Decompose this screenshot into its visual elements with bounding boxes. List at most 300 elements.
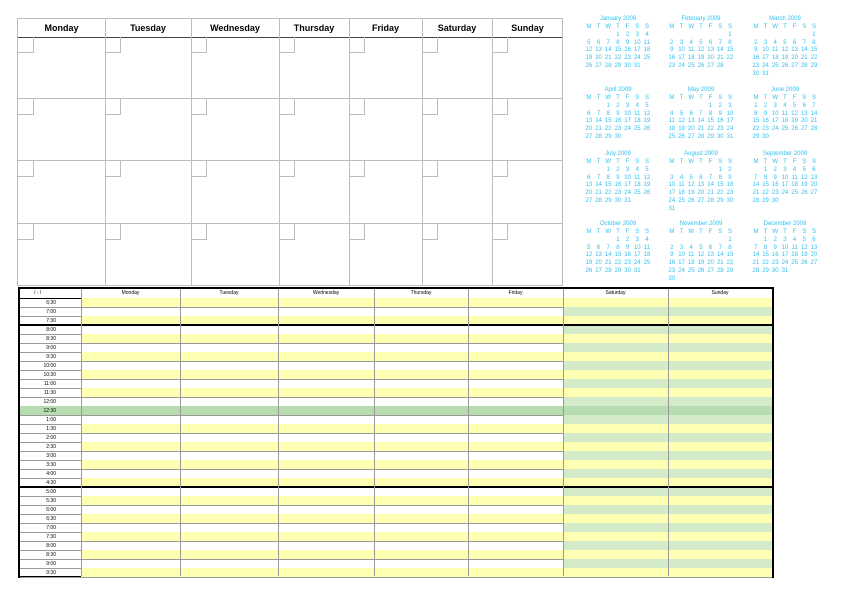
weekday-letter: W [688, 95, 695, 101]
date-number: 5 [679, 110, 684, 117]
date-number: 23 [624, 55, 631, 62]
week-row [667, 198, 735, 206]
date-number: 31 [668, 205, 676, 212]
date-box[interactable] [18, 99, 34, 115]
weekday-letter: T [783, 159, 787, 165]
date-number: 26 [800, 260, 808, 267]
date-number: 21 [604, 55, 612, 62]
date-number [809, 71, 819, 79]
weekday-letter: M [753, 229, 759, 235]
date-number: 1 [763, 236, 768, 243]
date-number [799, 268, 809, 276]
date-number: 12 [697, 252, 705, 259]
date-number: 11 [781, 110, 789, 117]
date-number [725, 206, 735, 214]
date-number: 1 [728, 31, 732, 38]
day-header-monday: Monday [44, 23, 79, 33]
date-number [715, 32, 725, 40]
date-number: 13 [697, 182, 705, 189]
weekday-letter: T [616, 95, 620, 101]
schedule-day-tuesday: Tuesday [219, 290, 239, 296]
date-number: 17 [771, 118, 779, 125]
date-number: 11 [643, 244, 651, 251]
date-number: 8 [606, 110, 610, 117]
date-box[interactable] [105, 37, 121, 53]
date-number: 10 [624, 174, 631, 181]
time-row-divider [20, 577, 772, 578]
weekday-letter: S [727, 24, 732, 30]
date-number: 14 [810, 110, 818, 117]
date-number: 2 [773, 166, 777, 173]
date-number: 26 [643, 190, 651, 197]
weekday-letter: F [792, 24, 797, 30]
date-number: 1 [763, 166, 768, 173]
date-number: 16 [624, 47, 631, 54]
date-number: 19 [781, 55, 789, 62]
mini-calendar [584, 16, 652, 71]
date-number: 28 [604, 267, 612, 274]
date-number: 8 [728, 244, 732, 251]
date-number: 28 [752, 267, 760, 274]
date-box[interactable] [18, 161, 34, 177]
date-number: 9 [728, 174, 732, 181]
date-number: 14 [595, 182, 602, 189]
date-number: 2 [616, 166, 620, 173]
time-label: 1:30 [46, 426, 56, 432]
date-number [790, 32, 800, 40]
date-number: 20 [585, 190, 593, 197]
date-number: 4 [773, 39, 777, 46]
week-row [667, 118, 735, 126]
date-number: 14 [697, 118, 705, 125]
weekday-letter: S [802, 24, 807, 30]
date-number: 24 [678, 267, 685, 274]
date-number [706, 206, 716, 214]
day-header-saturday: Saturday [437, 23, 477, 33]
time-label: 7:00 [46, 525, 56, 531]
schedule-day-monday: Monday [121, 290, 140, 296]
date-number: 5 [587, 39, 591, 46]
date-number: 16 [762, 118, 769, 125]
date-number: 29 [614, 62, 622, 69]
date-number: 6 [587, 110, 591, 117]
time-label: 4:00 [46, 471, 56, 477]
weekday-letters [751, 24, 819, 32]
week-row [667, 268, 735, 276]
date-box[interactable] [191, 161, 207, 177]
week-row [584, 252, 652, 260]
time-label: 6:30 [46, 300, 56, 306]
date-number: 25 [791, 260, 798, 267]
day-header-tuesday: Tuesday [130, 23, 166, 33]
date-number: 15 [726, 252, 734, 259]
date-number: 17 [726, 118, 734, 125]
date-number [686, 237, 696, 245]
date-box[interactable] [279, 161, 295, 177]
date-number: 31 [633, 267, 641, 274]
date-number: 2 [616, 102, 620, 109]
grid-column-divider [191, 19, 192, 285]
week-row [584, 111, 652, 119]
date-number: 4 [635, 102, 639, 109]
date-number: 30 [624, 62, 631, 69]
date-box[interactable] [349, 224, 365, 240]
date-number: 2 [670, 244, 674, 251]
week-row [584, 190, 652, 198]
date-number: 9 [670, 47, 674, 54]
week-row [584, 245, 652, 253]
date-box[interactable] [191, 99, 207, 115]
week-row [751, 268, 819, 276]
date-number: 12 [800, 174, 808, 181]
date-number: 11 [634, 110, 641, 117]
date-number [696, 206, 706, 214]
time-label: 12:00 [43, 399, 56, 405]
date-number: 15 [614, 47, 622, 54]
week-row [667, 237, 735, 245]
date-number: 9 [670, 252, 674, 259]
schedule-day-friday: Friday [508, 290, 523, 296]
time-label: 8:00 [46, 327, 56, 333]
date-number: 5 [802, 166, 806, 173]
date-number: 15 [707, 118, 714, 125]
week-row [751, 32, 819, 40]
weekday-letter: M [586, 159, 592, 165]
date-number: 27 [800, 126, 808, 133]
date-number: 3 [679, 244, 684, 251]
date-number: 7 [596, 174, 601, 181]
date-number: 11 [772, 47, 779, 54]
date-number: 7 [606, 39, 610, 46]
date-number: 10 [624, 110, 631, 117]
date-box[interactable] [422, 37, 438, 53]
date-number: 18 [643, 47, 651, 54]
date-number: 10 [781, 174, 789, 181]
date-number [770, 32, 780, 40]
date-number: 18 [668, 126, 676, 133]
date-number: 23 [716, 126, 724, 133]
date-number: 28 [595, 197, 602, 204]
date-number: 17 [781, 252, 789, 259]
date-number: 29 [752, 133, 760, 140]
mini-calendar [751, 87, 819, 142]
date-number: 3 [635, 31, 639, 38]
schedule-column-divider [468, 289, 469, 576]
weekday-letter: S [811, 24, 816, 30]
date-number: 16 [614, 182, 622, 189]
date-box[interactable] [422, 161, 438, 177]
date-number [780, 198, 790, 206]
week-row [751, 245, 819, 253]
day-header-wednesday: Wednesday [210, 23, 260, 33]
date-number: 12 [781, 47, 789, 54]
date-box[interactable] [422, 99, 438, 115]
date-number: 6 [596, 39, 601, 46]
date-number: 12 [791, 110, 798, 117]
date-number: 23 [752, 62, 760, 69]
date-number: 28 [604, 62, 612, 69]
date-number: 29 [726, 267, 734, 274]
time-label: 7:30 [46, 534, 56, 540]
date-number: 18 [791, 182, 798, 189]
date-number: 22 [752, 126, 760, 133]
date-box[interactable] [279, 99, 295, 115]
date-number [594, 32, 604, 40]
date-number [632, 198, 642, 206]
date-number: 8 [754, 110, 758, 117]
date-number: 8 [763, 174, 768, 181]
date-number: 19 [585, 55, 593, 62]
date-number: 14 [707, 182, 714, 189]
time-slot-band [81, 406, 563, 415]
date-number [584, 237, 594, 245]
weekday-letter: T [616, 24, 620, 30]
date-number: 31 [762, 70, 769, 77]
date-box[interactable] [18, 224, 34, 240]
date-number: 25 [668, 133, 676, 140]
time-label: 10:00 [43, 363, 56, 369]
week-row [584, 103, 652, 111]
time-label: 9:00 [46, 345, 56, 351]
date-number: 23 [762, 126, 769, 133]
date-box[interactable] [492, 99, 508, 115]
date-number: 30 [614, 133, 622, 140]
date-number: 24 [624, 126, 631, 133]
date-number: 12 [800, 244, 808, 251]
date-box[interactable] [492, 161, 508, 177]
week-row [667, 134, 735, 142]
weekday-letter: T [699, 24, 703, 30]
date-box[interactable] [191, 224, 207, 240]
date-box[interactable] [18, 37, 34, 53]
date-number: 1 [728, 236, 732, 243]
schedule-column-divider [563, 289, 564, 576]
time-slot-band [81, 442, 563, 451]
weekday-letter: F [625, 95, 630, 101]
date-number: 13 [595, 47, 602, 54]
date-number [584, 103, 594, 111]
date-number: 7 [718, 39, 722, 46]
date-number [706, 237, 716, 245]
date-number: 30 [762, 133, 769, 140]
schedule-day-sunday: Sunday [711, 290, 729, 296]
date-number [667, 103, 677, 111]
date-number: 31 [624, 197, 631, 204]
week-row [751, 126, 819, 134]
time-label: 11:30 [43, 390, 56, 396]
date-number: 27 [707, 62, 714, 69]
weekday-letters [584, 159, 652, 167]
date-box[interactable] [105, 224, 121, 240]
week-row [751, 175, 819, 183]
date-number: 9 [625, 39, 630, 46]
date-number: 20 [707, 55, 714, 62]
date-number: 14 [604, 47, 612, 54]
date-number: 28 [800, 62, 808, 69]
date-number: 12 [643, 110, 651, 117]
date-box[interactable] [422, 224, 438, 240]
date-number [770, 71, 780, 79]
date-number: 4 [689, 244, 693, 251]
weekday-letter: T [763, 159, 768, 165]
date-number: 7 [606, 244, 610, 251]
date-number: 11 [643, 39, 651, 46]
date-number [677, 32, 687, 40]
date-box[interactable] [492, 224, 508, 240]
date-number [751, 237, 761, 245]
mini-calendar-title: May 2009 [687, 87, 715, 93]
date-number [584, 32, 594, 40]
date-number: 22 [604, 126, 612, 133]
weekday-letters [667, 95, 735, 103]
weekday-letter: W [605, 24, 612, 30]
date-number: 16 [716, 118, 724, 125]
date-number: 13 [687, 118, 695, 125]
date-number: 28 [716, 267, 724, 274]
date-number: 29 [762, 197, 769, 204]
date-number: 21 [595, 190, 602, 197]
grid-column-divider [492, 19, 493, 285]
date-number: 10 [762, 47, 769, 54]
weekday-letter: W [772, 229, 779, 235]
date-box[interactable] [349, 161, 365, 177]
date-number: 2 [728, 166, 732, 173]
date-box[interactable] [105, 99, 121, 115]
week-row [667, 167, 735, 175]
weekday-letter: F [625, 159, 630, 165]
date-box[interactable] [105, 161, 121, 177]
time-slot-band [81, 514, 563, 523]
date-number: 26 [800, 190, 808, 197]
date-number: 2 [625, 31, 630, 38]
date-number: 23 [624, 260, 631, 267]
weekday-letter: W [605, 229, 612, 235]
date-number: 28 [810, 126, 818, 133]
date-box[interactable] [349, 99, 365, 115]
date-box[interactable] [492, 37, 508, 53]
date-number: 10 [633, 39, 641, 46]
mini-calendar [667, 151, 735, 214]
date-number: 23 [614, 126, 622, 133]
week-row [667, 103, 735, 111]
date-number: 3 [625, 102, 630, 109]
date-number: 19 [585, 260, 593, 267]
date-box[interactable] [279, 37, 295, 53]
date-number: 15 [810, 47, 818, 54]
date-box[interactable] [191, 37, 207, 53]
weekday-letter: T [783, 95, 787, 101]
date-number: 12 [687, 182, 695, 189]
weekday-letter: F [625, 229, 630, 235]
week-row [584, 268, 652, 276]
weekday-letter: T [699, 229, 703, 235]
date-number: 3 [625, 166, 630, 173]
time-label: 11:00 [43, 381, 56, 387]
mini-calendar-title: September 2009 [762, 151, 808, 157]
weekday-letter: S [644, 95, 649, 101]
time-slot-band [81, 496, 563, 505]
date-number: 18 [771, 55, 779, 62]
time-label: 3:00 [46, 453, 56, 459]
time-block-separator [20, 324, 772, 326]
date-number: 10 [781, 244, 789, 251]
date-number: 22 [707, 126, 714, 133]
date-number: 5 [699, 39, 703, 46]
date-number [667, 32, 677, 40]
date-box[interactable] [349, 37, 365, 53]
week-row [667, 245, 735, 253]
date-number: 7 [718, 244, 722, 251]
time-label: 10:30 [43, 372, 56, 378]
mini-calendar [751, 151, 819, 206]
date-number: 20 [687, 126, 695, 133]
date-number: 24 [633, 260, 641, 267]
date-number: 1 [616, 236, 620, 243]
weekday-letter: F [708, 159, 713, 165]
date-number: 21 [604, 260, 612, 267]
week-row [667, 111, 735, 119]
weekday-letter: S [635, 24, 640, 30]
week-row [584, 167, 652, 175]
week-row [751, 252, 819, 260]
date-number: 17 [781, 182, 789, 189]
date-number: 2 [625, 236, 630, 243]
date-number: 5 [645, 102, 649, 109]
date-number [696, 167, 706, 175]
week-row [751, 111, 819, 119]
date-number [799, 32, 809, 40]
time-slot-band [81, 460, 563, 469]
schedule-column-divider [81, 289, 82, 576]
date-number: 27 [585, 197, 593, 204]
date-number: 19 [678, 126, 685, 133]
mini-calendar [667, 16, 735, 71]
date-number: 3 [783, 166, 787, 173]
date-number: 18 [687, 55, 695, 62]
date-number: 17 [668, 190, 676, 197]
weekday-letter: T [763, 95, 768, 101]
date-number: 30 [771, 267, 779, 274]
date-number: 23 [771, 260, 779, 267]
week-row [584, 198, 652, 206]
date-number [677, 237, 687, 245]
weekday-letter: T [679, 229, 684, 235]
date-number [642, 63, 652, 71]
date-number: 22 [726, 260, 734, 267]
weekly-schedule [18, 287, 774, 578]
week-row [751, 71, 819, 79]
date-number: 16 [726, 182, 734, 189]
date-number [799, 198, 809, 206]
date-number [677, 167, 687, 175]
date-number: 16 [752, 55, 760, 62]
weekday-letter: T [679, 95, 684, 101]
weekday-letter: S [811, 159, 816, 165]
date-number: 9 [718, 110, 722, 117]
date-number: 16 [771, 182, 779, 189]
date-number: 12 [697, 47, 705, 54]
date-box[interactable] [279, 224, 295, 240]
date-number: 7 [754, 174, 758, 181]
date-number [790, 71, 800, 79]
date-number: 10 [668, 182, 676, 189]
date-number: 16 [624, 252, 631, 259]
weekday-letters [667, 24, 735, 32]
time-slot-band [81, 352, 563, 361]
time-label: 5:00 [46, 489, 56, 495]
date-number: 20 [595, 260, 602, 267]
date-number: 13 [585, 118, 593, 125]
